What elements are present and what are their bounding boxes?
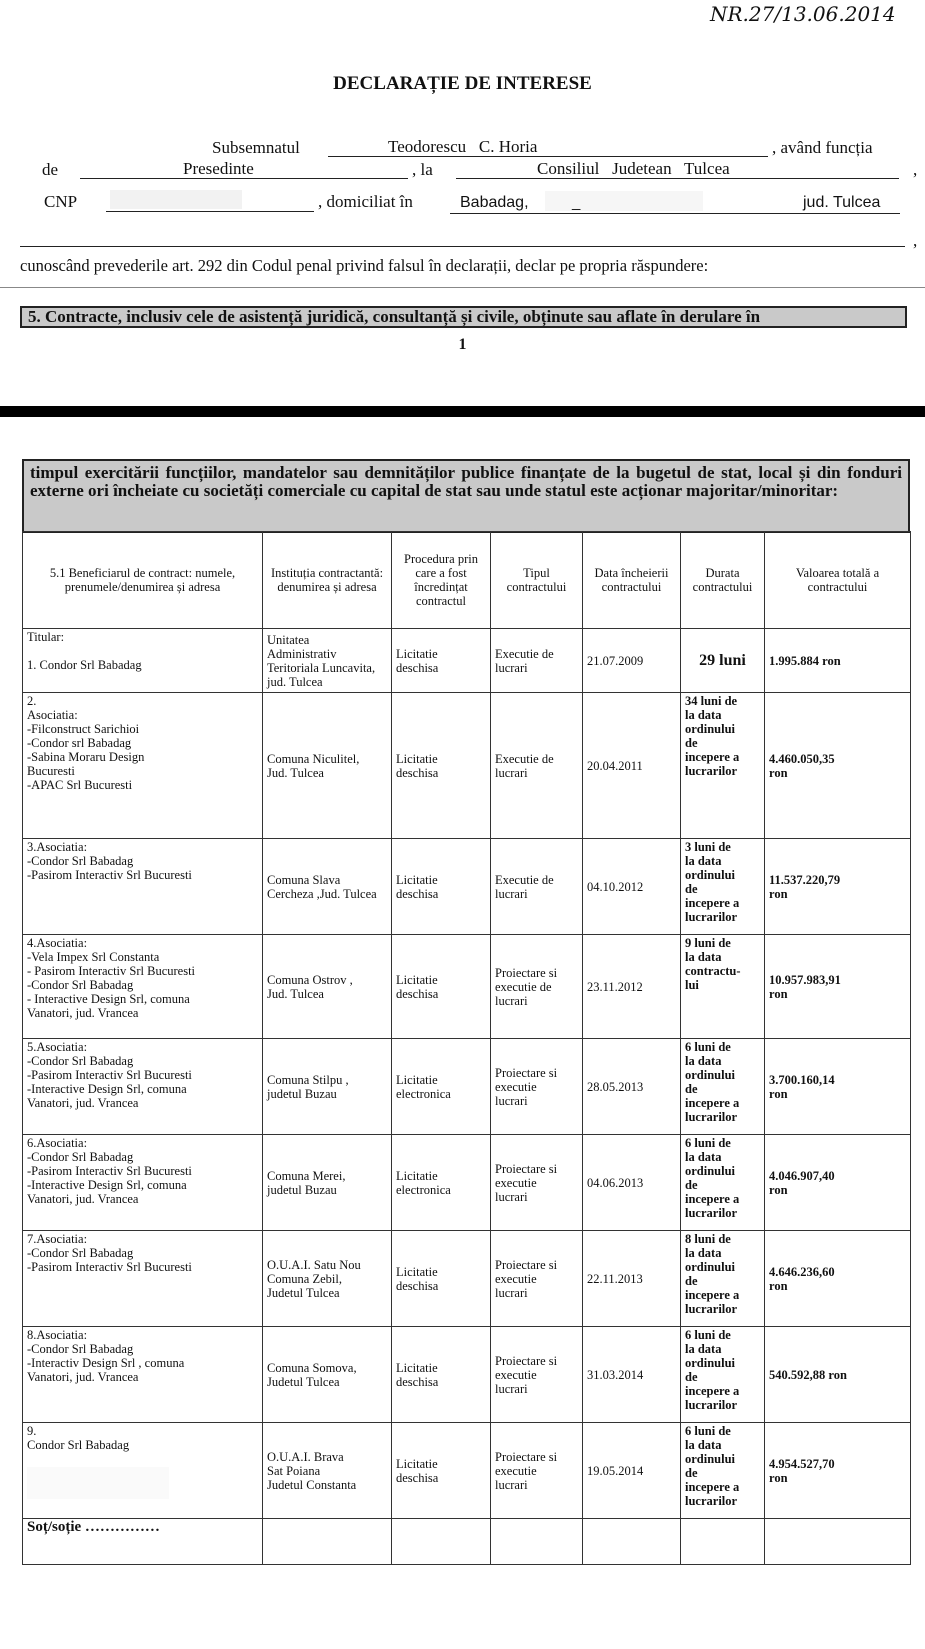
table-row (23, 693, 911, 839)
cell-durata-line: de (685, 1466, 698, 1480)
cell-durata-line: ordinului (685, 1452, 736, 1466)
cell-valoare (765, 693, 911, 839)
cell-tip-line: executie (495, 1079, 537, 1094)
cell-durata-line: ordinului (685, 868, 736, 882)
cell-beneficiar-line (27, 644, 258, 658)
cell-procedura-line: Licitatie (396, 1072, 438, 1087)
cell-tip-line: lucrari (495, 886, 528, 901)
cell-beneficiar-line: -Vela Impex Srl Constanta (27, 950, 160, 964)
address-dash: _ (572, 194, 581, 211)
cell-durata-line: ordinului (685, 1164, 736, 1178)
cell-tip-line: Proiectare si (495, 965, 558, 980)
empty-cell (681, 1519, 765, 1565)
cell-procedura-line: deschisa (396, 1278, 439, 1293)
table-row (23, 1327, 911, 1423)
cell-procedura (392, 1135, 491, 1231)
cell-data: 19.05.2014 (583, 1423, 681, 1519)
cnp-underline (106, 211, 314, 212)
cell-durata-line: la data (685, 1438, 722, 1452)
cell-procedura-line: deschisa (396, 886, 439, 901)
cell-procedura-line: Licitatie (396, 1264, 438, 1279)
cell-institutie-line: judetul Buzau (267, 1086, 337, 1101)
domiciliat-label: , domiciliat în (318, 192, 413, 211)
spouse-label: Soț/soție …………… (23, 1519, 263, 1565)
cell-tip (491, 693, 583, 839)
cell-tip-line: executie de (495, 979, 552, 994)
section-divider (0, 287, 925, 288)
cell-tip (491, 1039, 583, 1135)
header-durata: Durata contractului (681, 532, 765, 629)
cell-beneficiar-line: -Interactiv Design Srl , comuna (27, 1356, 185, 1370)
cell-institutie (263, 1327, 392, 1423)
cell-institutie-line: Administrativ (267, 646, 337, 661)
cell-durata (681, 935, 765, 1039)
empty-cell (263, 1519, 392, 1565)
cell-tip (491, 839, 583, 935)
contracts-table (22, 531, 911, 1565)
cell-durata (681, 629, 765, 693)
cell-procedura-line: deschisa (396, 660, 439, 675)
cell-institutie-line: Judetul Tulcea (267, 1285, 340, 1300)
cell-durata-line: la data (685, 854, 722, 868)
cell-procedura-line: electronica (396, 1182, 451, 1197)
cell-tip (491, 1231, 583, 1327)
cell-beneficiar-line: Condor Srl Babadag (27, 1438, 130, 1452)
cell-institutie-line: Teritoriala Luncavita, (267, 660, 376, 675)
cell-beneficiar-line: Vanatori, jud. Vrancea (27, 1006, 139, 1020)
cell-tip (491, 935, 583, 1039)
cell-beneficiar (23, 629, 263, 693)
cell-tip-line: Executie de (495, 751, 554, 766)
cell-durata-line: la data (685, 950, 722, 964)
cell-procedura-line: electronica (396, 1086, 451, 1101)
cell-beneficiar-line: - Interactive Design Srl, comuna (27, 992, 190, 1006)
cell-tip (491, 1423, 583, 1519)
cell-durata-line: la data (685, 1342, 722, 1356)
cell-procedura (392, 1327, 491, 1423)
cell-durata-line: de (685, 1370, 698, 1384)
cell-beneficiar-line: -Interactive Design Srl, comuna (27, 1178, 187, 1192)
cell-institutie (263, 1231, 392, 1327)
table-row (23, 629, 911, 693)
cell-tip (491, 629, 583, 693)
cell-institutie-line: Judetul Tulcea (267, 1374, 340, 1389)
cell-durata-line: 3 luni de (685, 840, 731, 854)
institutia-value: Consiliul Judetean Tulcea (537, 159, 730, 178)
header-data: Data încheierii contractului (583, 532, 681, 629)
cell-durata-line: lucrarilor (685, 910, 738, 924)
cell-durata-line: 8 luni de (685, 1232, 731, 1246)
cell-institutie (263, 1135, 392, 1231)
cell-data: 04.10.2012 (583, 839, 681, 935)
cell-beneficiar-line: 8.Asociatia: (27, 1328, 88, 1342)
cell-beneficiar-line: -Condor Srl Babadag (27, 1150, 134, 1164)
cell-institutie-line: Comuna Ostrov , (267, 972, 353, 987)
cell-durata-line: lucrarilor (685, 1398, 738, 1412)
cell-tip-line: Proiectare si (495, 1257, 558, 1272)
avand-functia-label: , având funcția (772, 138, 873, 157)
cell-institutie (263, 1039, 392, 1135)
cell-institutie-line: Comuna Merei, (267, 1168, 346, 1183)
cell-durata-line: incepere a (685, 750, 740, 764)
cell-valoare-line: 4.954.527,70 (769, 1456, 835, 1471)
localitate-value: Babadag, (460, 194, 529, 211)
cell-valoare (765, 1135, 911, 1231)
cell-durata-line: lucrarilor (685, 1206, 738, 1220)
cell-tip-line: lucrari (495, 1093, 528, 1108)
cell-tip (491, 1327, 583, 1423)
legal-statement: cunoscând prevederile art. 292 din Codul penal privind falsul în declarații, declar pe propria răspundere: (20, 256, 709, 275)
blank-underline (20, 246, 905, 247)
header-institutie: Instituția contractantă: denumirea și adresa (263, 532, 392, 629)
cell-durata-line: ordinului (685, 1356, 736, 1370)
cell-durata-line: ordinului (685, 1068, 736, 1082)
cell-durata-line: 6 luni de (685, 1040, 731, 1054)
cell-durata-line: de (685, 1274, 698, 1288)
cell-beneficiar-line: 7.Asociatia: (27, 1232, 88, 1246)
cell-durata-line: 9 luni de (685, 936, 731, 950)
cell-beneficiar-line: 5.Asociatia: (27, 1040, 88, 1054)
cell-durata (681, 693, 765, 839)
cell-durata (681, 1327, 765, 1423)
cell-valoare-line: ron (769, 1470, 788, 1485)
cell-valoare (765, 1039, 911, 1135)
cell-data: 04.06.2013 (583, 1135, 681, 1231)
cell-durata-line: lucrarilor (685, 1110, 738, 1124)
cell-beneficiar-line: -Condor Srl Babadag (27, 1342, 134, 1356)
cell-durata (681, 1231, 765, 1327)
cnp-redaction (110, 190, 242, 209)
domiciliu-underline (450, 213, 900, 214)
cell-valoare-line: ron (769, 1182, 788, 1197)
cell-tip-line: Proiectare si (495, 1161, 558, 1176)
cell-valoare-line: 10.957.983,91 (769, 972, 841, 987)
cell-beneficiar (23, 1039, 263, 1135)
cell-institutie-line: Jud. Tulcea (267, 765, 324, 780)
cell-durata-line: 6 luni de (685, 1424, 731, 1438)
cell-tip-line: lucrari (495, 1477, 528, 1492)
cell-procedura-line: Licitatie (396, 1168, 438, 1183)
cell-procedura (392, 1039, 491, 1135)
cell-beneficiar-line: 3.Asociatia: (27, 840, 88, 854)
cell-beneficiar (23, 839, 263, 935)
cell-durata-line: contractu- (685, 964, 741, 978)
cell-durata-line: lucrarilor (685, 1302, 738, 1316)
cell-durata-line: incepere a (685, 1096, 740, 1110)
cell-procedura (392, 693, 491, 839)
cell-beneficiar-line: Vanatori, jud. Vrancea (27, 1096, 139, 1110)
cell-institutie-line: Sat Poiana (267, 1463, 321, 1478)
cell-procedura (392, 839, 491, 935)
cell-durata (681, 1135, 765, 1231)
cell-valoare-line: 540.592,88 ron (769, 1367, 847, 1382)
cell-institutie-line: O.U.A.I. Satu Nou (267, 1257, 361, 1272)
cell-valoare (765, 1327, 911, 1423)
cell-beneficiar (23, 935, 263, 1039)
cell-tip-line: lucrari (495, 1285, 528, 1300)
cell-beneficiar (23, 1231, 263, 1327)
cell-durata (681, 1039, 765, 1135)
cell-tip-line: Executie de (495, 646, 554, 661)
cell-institutie-line: Comuna Slava (267, 872, 341, 887)
cell-durata-line: incepere a (685, 1288, 740, 1302)
cell-valoare-line: ron (769, 886, 788, 901)
cell-beneficiar-line: -Sabina Moraru Design (27, 750, 145, 764)
empty-cell (583, 1519, 681, 1565)
cell-valoare-line: 4.460.050,35 (769, 751, 835, 766)
cell-valoare-line: 3.700.160,14 (769, 1072, 835, 1087)
cell-beneficiar-line: Bucuresti (27, 764, 75, 778)
cell-institutie-line: Comuna Stilpu , (267, 1072, 349, 1087)
comma-2: , (913, 231, 918, 250)
cell-institutie (263, 935, 392, 1039)
cell-procedura-line: deschisa (396, 1470, 439, 1485)
cell-procedura-line: Licitatie (396, 1360, 438, 1375)
cell-durata-line: lucrarilor (685, 1494, 738, 1508)
de-label: de (42, 160, 59, 179)
cell-procedura-line: Licitatie (396, 751, 438, 766)
cell-beneficiar-line: -Pasirom Interactiv Srl Bucuresti (27, 1260, 192, 1274)
section5-continuation: timpul exercitării funcțiilor, mandatelor sau demnităților publice finanțate de la bugetul de stat, local și din fonduri externe ori încheiate cu societăți comerciale cu capital de stat sau unde statul este acționar majoritar/minoritar: (22, 459, 910, 533)
empty-cell (765, 1519, 911, 1565)
cell-procedura (392, 1231, 491, 1327)
header-tip: Tipul contractului (491, 532, 583, 629)
cell-data: 28.05.2013 (583, 1039, 681, 1135)
cell-durata-line: lui (685, 978, 699, 992)
cell-institutie (263, 839, 392, 935)
cell-durata-line: incepere a (685, 1192, 740, 1206)
cell-valoare-line: ron (769, 1086, 788, 1101)
cell-valoare-line: 4.046.907,40 (769, 1168, 835, 1183)
cell-beneficiar-line: -Filconstruct Sarichioi (27, 722, 140, 736)
cell-durata-line: de (685, 1082, 698, 1096)
cell-procedura (392, 935, 491, 1039)
cell-tip-line: lucrari (495, 765, 528, 780)
cell-beneficiar-line: -Pasirom Interactiv Srl Bucuresti (27, 868, 192, 882)
cell-data: 31.03.2014 (583, 1327, 681, 1423)
cell-tip-line: executie (495, 1271, 537, 1286)
cell-durata-line: la data (685, 1246, 722, 1260)
cell-beneficiar-line: -Pasirom Interactiv Srl Bucuresti (27, 1068, 192, 1082)
functia-value: Presedinte (183, 159, 254, 178)
table-row (23, 1039, 911, 1135)
table-header-row (23, 532, 911, 629)
cell-valoare (765, 1423, 911, 1519)
cell-beneficiar-line: Vanatori, jud. Vrancea (27, 1192, 139, 1206)
cell-durata-line: 6 luni de (685, 1136, 731, 1150)
cell-durata-line: la data (685, 1150, 722, 1164)
cell-durata (681, 839, 765, 935)
cell-institutie-line: Comuna Somova, (267, 1360, 357, 1375)
cell-valoare (765, 629, 911, 693)
cell-beneficiar-line: 4.Asociatia: (27, 936, 88, 950)
comma-1: , (913, 160, 918, 179)
cell-valoare-line: ron (769, 765, 788, 780)
cell-valoare-line: ron (769, 986, 788, 1001)
cell-beneficiar-line: Titular: (27, 630, 65, 644)
page-break-bar (0, 406, 925, 417)
cell-valoare-line: 4.646.236,60 (769, 1264, 835, 1279)
cell-durata-line: ordinului (685, 722, 736, 736)
cell-institutie-line: judetul Buzau (267, 1182, 337, 1197)
cell-durata-line: ordinului (685, 1260, 736, 1274)
section5-heading: 5. Contracte, inclusiv cele de asistență juridică, consultanță și civile, obținute sau aflate în derulare în (20, 306, 907, 328)
header-valoare: Valoarea totală a contractului (765, 532, 911, 629)
cell-durata-line: 34 luni de (685, 694, 738, 708)
cell-valoare (765, 839, 911, 935)
cell-tip-line: Proiectare si (495, 1353, 558, 1368)
cell-procedura-line: Licitatie (396, 646, 438, 661)
cell-data: 23.11.2012 (583, 935, 681, 1039)
empty-cell (491, 1519, 583, 1565)
cell-beneficiar (23, 1327, 263, 1423)
declarant-name: Teodorescu C. Horia (388, 137, 538, 156)
cell-institutie-line: Unitatea (267, 632, 310, 647)
header-procedura: Procedura prin care a fost încredințat contractul (392, 532, 491, 629)
cell-institutie-line: Comuna Zebil, (267, 1271, 342, 1286)
cell-valoare (765, 935, 911, 1039)
page-number: 1 (458, 336, 467, 353)
cell-beneficiar-line: -Interactive Design Srl, comuna (27, 1082, 187, 1096)
cell-tip-line: lucrari (495, 1381, 528, 1396)
cell-procedura-line: Licitatie (396, 1456, 438, 1471)
cell-beneficiar-line: -Condor Srl Babadag (27, 1246, 134, 1260)
cell-institutie (263, 1423, 392, 1519)
cell-beneficiar-line: -APAC Srl Bucuresti (27, 778, 133, 792)
cell-durata-line: lucrarilor (685, 764, 738, 778)
table-row (23, 839, 911, 935)
cell-procedura-line: Licitatie (396, 872, 438, 887)
cell-institutie-line: jud. Tulcea (267, 674, 323, 689)
table-row-spouse (23, 1519, 911, 1565)
cell-institutie-line: Jud. Tulcea (267, 986, 324, 1001)
cell-institutie-line: Judetul Constanta (267, 1477, 357, 1492)
cell-beneficiar-line: 1. Condor Srl Babadag (27, 658, 142, 672)
cell-durata (681, 1423, 765, 1519)
cell-tip-line: Proiectare si (495, 1065, 558, 1080)
address-redaction (545, 191, 703, 211)
cell-institutie (263, 629, 392, 693)
cell-procedura (392, 629, 491, 693)
cell-data: 22.11.2013 (583, 1231, 681, 1327)
cell-beneficiar-line: -Pasirom Interactiv Srl Bucuresti (27, 1164, 192, 1178)
cell-tip-line: executie (495, 1175, 537, 1190)
cell-durata-line: incepere a (685, 1384, 740, 1398)
table-row (23, 935, 911, 1039)
cell-beneficiar (23, 693, 263, 839)
page-title: DECLARAȚIE DE INTERESE (333, 73, 592, 94)
cell-beneficiar-line: 6.Asociatia: (27, 1136, 88, 1150)
cell-institutie-line: Cercheza ,Jud. Tulcea (267, 886, 377, 901)
cell-tip-line: Proiectare si (495, 1449, 558, 1464)
cell-beneficiar-line: Asociatia: (27, 708, 78, 722)
cell-durata-line: la data (685, 1054, 722, 1068)
cell-beneficiar-line: -Condor Srl Babadag (27, 978, 134, 992)
cell-institutie-line: Comuna Niculitel, (267, 751, 360, 766)
cell-tip (491, 1135, 583, 1231)
table-row (23, 1231, 911, 1327)
cell-procedura-line: Licitatie (396, 972, 438, 987)
cell-beneficiar-line: - Pasirom Interactiv Srl Bucuresti (27, 964, 196, 978)
cell-valoare-line: ron (769, 1278, 788, 1293)
cell-durata-line: la data (685, 708, 722, 722)
cnp-label: CNP (44, 192, 78, 211)
empty-cell (392, 1519, 491, 1565)
subsemnatul-label: Subsemnatul (212, 138, 300, 157)
cell-procedura (392, 1423, 491, 1519)
cell-tip-line: lucrari (495, 660, 528, 675)
cell-beneficiar-line: 9. (27, 1424, 37, 1438)
cell-valoare (765, 1231, 911, 1327)
cell-beneficiar-line: -Condor Srl Babadag (27, 1054, 134, 1068)
cell-durata-line: 6 luni de (685, 1328, 731, 1342)
cell-data: 20.04.2011 (583, 693, 681, 839)
cell-institutie (263, 693, 392, 839)
cell-tip-line: lucrari (495, 1189, 528, 1204)
cell-institutie-line: O.U.A.I. Brava (267, 1449, 344, 1464)
table-row (23, 1135, 911, 1231)
cell-beneficiar (23, 1135, 263, 1231)
document-number: NR.27/13.06.2014 (710, 2, 896, 26)
cell-beneficiar-line: -Condor Srl Babadag (27, 854, 134, 868)
cell-procedura-line: deschisa (396, 1374, 439, 1389)
cell-tip-line: Executie de (495, 872, 554, 887)
cell-durata-line: de (685, 1178, 698, 1192)
beneficiar-redaction (27, 1467, 169, 1499)
cell-valoare-line: 11.537.220,79 (769, 872, 841, 887)
cell-durata-line: de (685, 736, 698, 750)
cell-valoare-line: 1.995.884 ron (769, 653, 841, 668)
cell-beneficiar-line: Vanatori, jud. Vrancea (27, 1370, 139, 1384)
cell-tip-line: lucrari (495, 993, 528, 1008)
cell-data: 21.07.2009 (583, 629, 681, 693)
la-label: , la (412, 160, 433, 179)
cell-durata-line: incepere a (685, 1480, 740, 1494)
header-beneficiar: 5.1 Beneficiarul de contract: numele, prenumele/denumirea și adresa (23, 532, 263, 629)
cell-durata-line: incepere a (685, 896, 740, 910)
cell-durata-line: 29 luni (699, 651, 746, 669)
cell-tip-line: executie (495, 1367, 537, 1382)
cell-tip-line: executie (495, 1463, 537, 1478)
cell-procedura-line: deschisa (396, 986, 439, 1001)
judet-value: jud. Tulcea (803, 194, 881, 211)
cell-procedura-line: deschisa (396, 765, 439, 780)
cell-beneficiar-line: -Condor srl Babadag (27, 736, 132, 750)
cell-durata-line: de (685, 882, 698, 896)
cell-beneficiar-line: 2. (27, 694, 37, 708)
